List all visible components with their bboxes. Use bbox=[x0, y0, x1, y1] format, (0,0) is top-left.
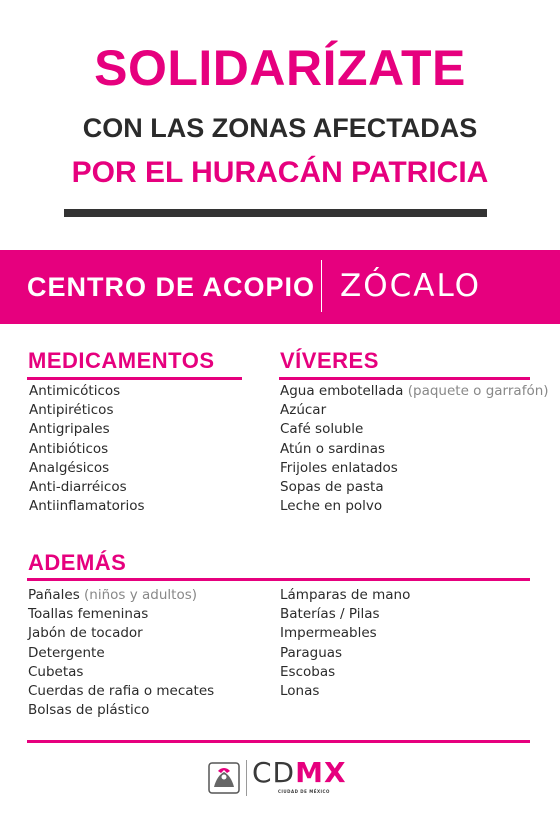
list-item-text: Cuerdas de rafia o mecates bbox=[28, 683, 215, 700]
collection-center-band bbox=[0, 250, 560, 324]
ademas-item bbox=[280, 624, 410, 643]
logo-separator bbox=[246, 760, 247, 796]
viveres-heading: VÍVERES bbox=[280, 348, 379, 373]
medicamento-item bbox=[29, 420, 145, 439]
list-item-text: Bolsas de plástico bbox=[28, 702, 150, 719]
list-item-text: Analgésicos bbox=[29, 459, 110, 476]
ademas-item bbox=[280, 644, 410, 663]
viveres-underline bbox=[279, 377, 530, 380]
list-item-text: Frijoles enlatados bbox=[280, 459, 398, 476]
ademas-underline bbox=[27, 578, 530, 581]
list-item-text: Azúcar bbox=[280, 402, 327, 419]
medicamentos-underline bbox=[27, 377, 242, 380]
medicamento-item bbox=[29, 440, 145, 459]
list-item-text: Impermeables bbox=[280, 625, 377, 642]
ademas-item bbox=[28, 701, 214, 720]
viveres-item bbox=[280, 459, 549, 478]
ademas-item bbox=[280, 682, 410, 701]
main-title: SOLIDARÍZATE bbox=[94, 40, 466, 96]
list-item-text: Baterías / Pilas bbox=[280, 606, 380, 623]
viveres-item bbox=[280, 401, 549, 420]
medicamento-item bbox=[29, 459, 145, 478]
list-item-text: Antiinflamatorios bbox=[29, 498, 145, 515]
list-item-text: Anti-diarréicos bbox=[29, 479, 127, 496]
ademas-item bbox=[280, 605, 410, 624]
list-item-text: Café soluble bbox=[280, 421, 364, 438]
logo-city-name: CIUDAD DE MÉXICO bbox=[278, 789, 330, 794]
medicamento-item bbox=[29, 382, 145, 401]
list-item-note: (paquete o garrafón) bbox=[407, 383, 549, 399]
list-item-text: Detergente bbox=[28, 644, 105, 661]
list-item-text: Atún o sardinas bbox=[280, 440, 386, 457]
list-item-text: Antibióticos bbox=[29, 440, 109, 457]
ademas-item bbox=[280, 663, 410, 682]
cdmx-emblem-icon bbox=[208, 762, 240, 794]
header-divider bbox=[64, 209, 487, 217]
viveres-item bbox=[280, 478, 549, 497]
list-item-text: Antigripales bbox=[29, 421, 110, 438]
viveres-list bbox=[280, 382, 549, 516]
ademas-item bbox=[28, 605, 214, 624]
ademas-item bbox=[28, 644, 214, 663]
ademas-heading: ADEMÁS bbox=[28, 550, 127, 575]
viveres-item bbox=[280, 497, 549, 516]
collection-center-label: CENTRO DE ACOPIO bbox=[27, 272, 316, 302]
medicamentos-list bbox=[29, 382, 145, 516]
list-item-text: Lámparas de mano bbox=[280, 587, 411, 603]
ademas-item bbox=[280, 586, 410, 605]
viveres-item bbox=[280, 382, 549, 401]
viveres-item bbox=[280, 440, 549, 459]
list-item-text: Escobas bbox=[280, 663, 336, 680]
ademas-list-left bbox=[28, 586, 214, 720]
medicamento-item bbox=[29, 478, 145, 497]
collection-center-location: ZÓCALO bbox=[340, 268, 482, 304]
band-divider bbox=[321, 260, 322, 312]
list-item-text: Antimicóticos bbox=[29, 383, 121, 399]
list-item-text: Sopas de pasta bbox=[280, 479, 384, 496]
logo-cd: CD bbox=[252, 756, 296, 789]
ademas-item bbox=[28, 663, 214, 682]
footer-divider bbox=[27, 740, 530, 743]
ademas-list-right bbox=[280, 586, 410, 701]
medicamento-item bbox=[29, 497, 145, 516]
ademas-item bbox=[28, 586, 214, 605]
list-item-text: Cubetas bbox=[28, 663, 84, 680]
subtitle-line-1: CON LAS ZONAS AFECTADAS bbox=[82, 113, 478, 143]
list-item-text: Leche en polvo bbox=[280, 498, 383, 515]
list-item-text: Lonas bbox=[280, 683, 320, 700]
viveres-item bbox=[280, 420, 549, 439]
medicamentos-heading: MEDICAMENTOS bbox=[28, 348, 215, 373]
cdmx-wordmark bbox=[252, 757, 347, 789]
list-item-text: Antipiréticos bbox=[29, 402, 114, 419]
list-item-text: Toallas femeninas bbox=[28, 606, 149, 623]
ademas-item bbox=[28, 682, 214, 701]
ademas-item bbox=[28, 624, 214, 643]
subtitle-line-2: POR EL HURACÁN PATRICIA bbox=[71, 156, 489, 189]
list-item-text: Pañales bbox=[28, 587, 80, 603]
list-item-text: Agua embotellada bbox=[280, 383, 404, 399]
medicamento-item bbox=[29, 401, 145, 420]
list-item-note: (niños y adultos) bbox=[84, 587, 198, 603]
logo-mx: MX bbox=[295, 756, 347, 789]
list-item-text: Jabón de tocador bbox=[28, 625, 143, 642]
list-item-text: Paraguas bbox=[280, 644, 343, 661]
